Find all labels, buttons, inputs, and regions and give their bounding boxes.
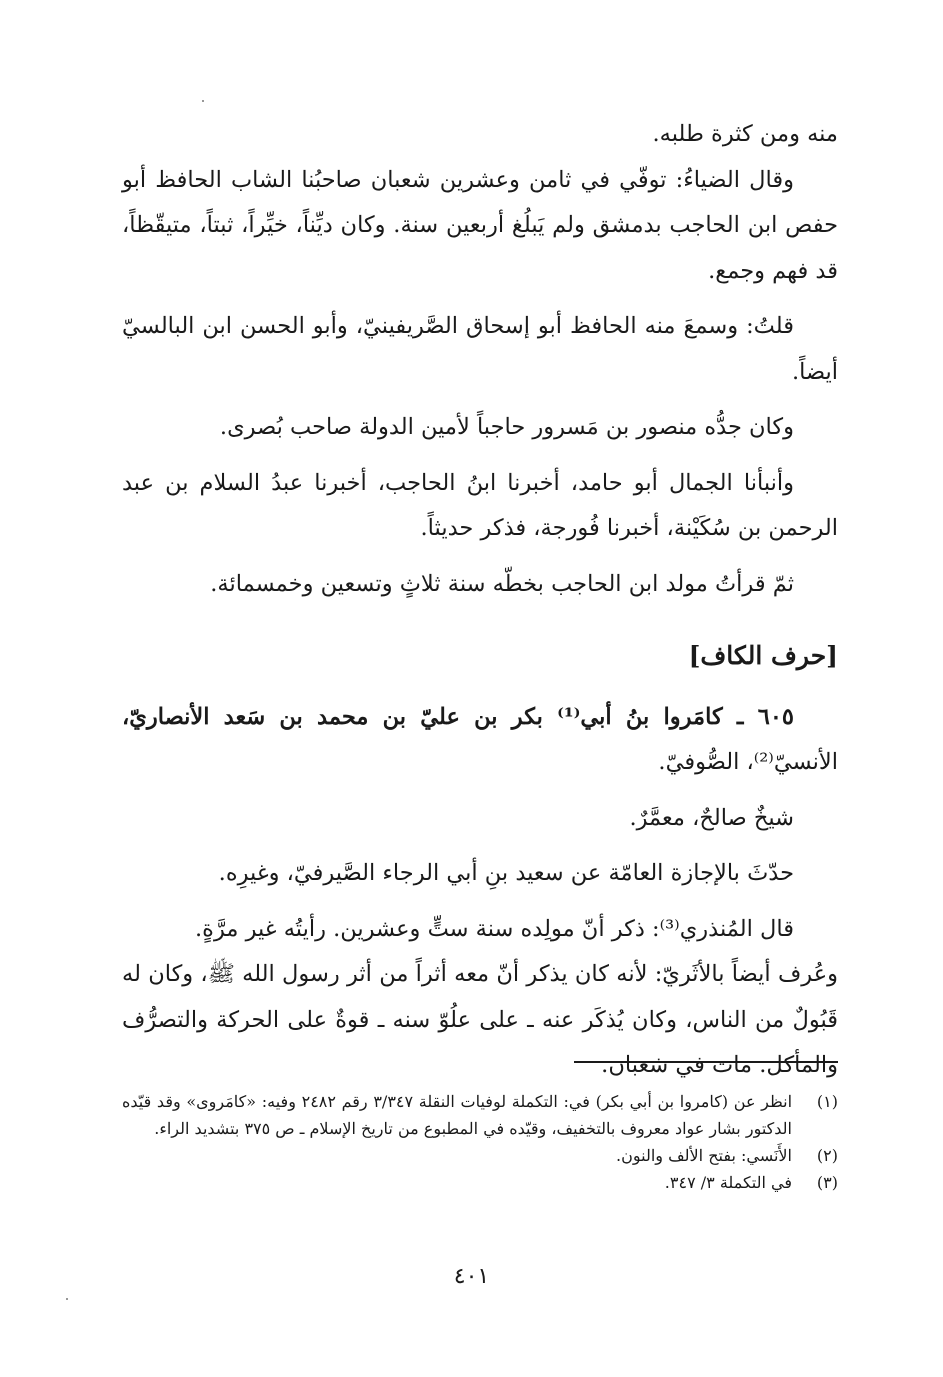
entry-paragraph [122,695,838,786]
footnote-text: الأَنَسي: بفتح الألف والنون. [616,1146,792,1165]
footnote-number: (١) [816,1092,838,1111]
section-heading: [حرف الكاف] [688,641,838,670]
entry-title-rest: الأنسيّ⁽²⁾، الصُّوفيّ. [658,749,838,775]
scan-speck [202,100,204,102]
footnote [122,1088,838,1142]
paragraph: ثمّ قرأتُ مولد ابن الحاجب بخطّه سنة ثلاثٍ وتسعين وخمسمائة. [210,570,794,597]
entry-title: ٦٠٥ ـ كامَروا بنُ أبي⁽¹⁾ بكر بن عليّ بن محمد بن سَعد الأنصاريّ، [122,703,794,730]
footnote-text: في التكملة ٣/ ٣٤٧. [664,1173,792,1192]
paragraph: وكان جدُّه منصور بن مَسرور حاجباً لأمين الدولة صاحب بُصرى. [219,414,794,440]
footnote-number: (٢) [816,1146,838,1165]
footnote [122,1169,838,1196]
paragraph: منه ومن كثرة طلبه. [652,121,838,147]
footnote-number: (٣) [816,1173,838,1192]
footnotes [122,1088,838,1196]
paragraph: قال المُنذري⁽³⁾: ذكر أنّ مولِده سنة ستٍّ وعشرين. رأيتُه غير مرَّةٍ. [195,915,794,942]
paragraph: وأنبأنا الجمال أبو حامد، أخبرنا ابنُ الحاجب، أخبرنا عبدُ السلام بن عبد الرحمن بن سُكَيْنة، أخبرنا فُورجة، فذكر حديثاً. [122,469,838,541]
footnote-text: انظر عن (كامروا بن أبي بكر) في: التكملة لوفيات النقلة ٣/٣٤٧ رقم ٢٤٨٢ وفيه: «كامَروى» وقد قيّده الدكتور بشار عواد معروف بالتخفيف، وقيّده في المطبوع من تاريخ الإسلام ـ ص ٣٧٥ بتشديد الراء. [122,1092,793,1138]
paragraph: قلتُ: وسمعَ منه الحافظ أبو إسحاق الصَّريفينيّ، وأبو الحسن ابن البالسيّ أيضاً. [122,313,838,385]
scan-speck [66,1298,68,1300]
paragraph: وقال الضياءُ: توفّي في ثامن وعشرين شعبان صاحبُنا الشاب الحافظ أبو حفص ابن الحاجب بدمشق ولم يَبلُغ أربعين سنة. وكان ديِّناً، خيِّراً، ثبتاً، متيقّظاً، قد فهم وجمع. [122,166,838,284]
paragraph: شيخٌ صالحٌ، معمَّرٌ. [629,804,794,831]
main-text [122,112,838,1099]
paragraph: حدّثَ بالإجازة العامّة عن سعيد بنِ أبي الرجاء الصَّيرفيّ، وغيرِه. [218,860,794,886]
footnote-separator [574,1061,838,1063]
footnote [122,1142,838,1169]
page-number: ٤٠١ [453,1264,490,1289]
paragraph: وعُرف أيضاً بالأثَريّ: لأنه كان يذكر أنّ معه أثراً من أثر رسول الله ﷺ، وكان له قَبُولٌ من الناس، وكان يُذكَر عنه ـ على علُوّ سنه ـ قوةٌ على الحركة والتصرُّف والمأكل. مات في شعبان. [122,961,838,1078]
